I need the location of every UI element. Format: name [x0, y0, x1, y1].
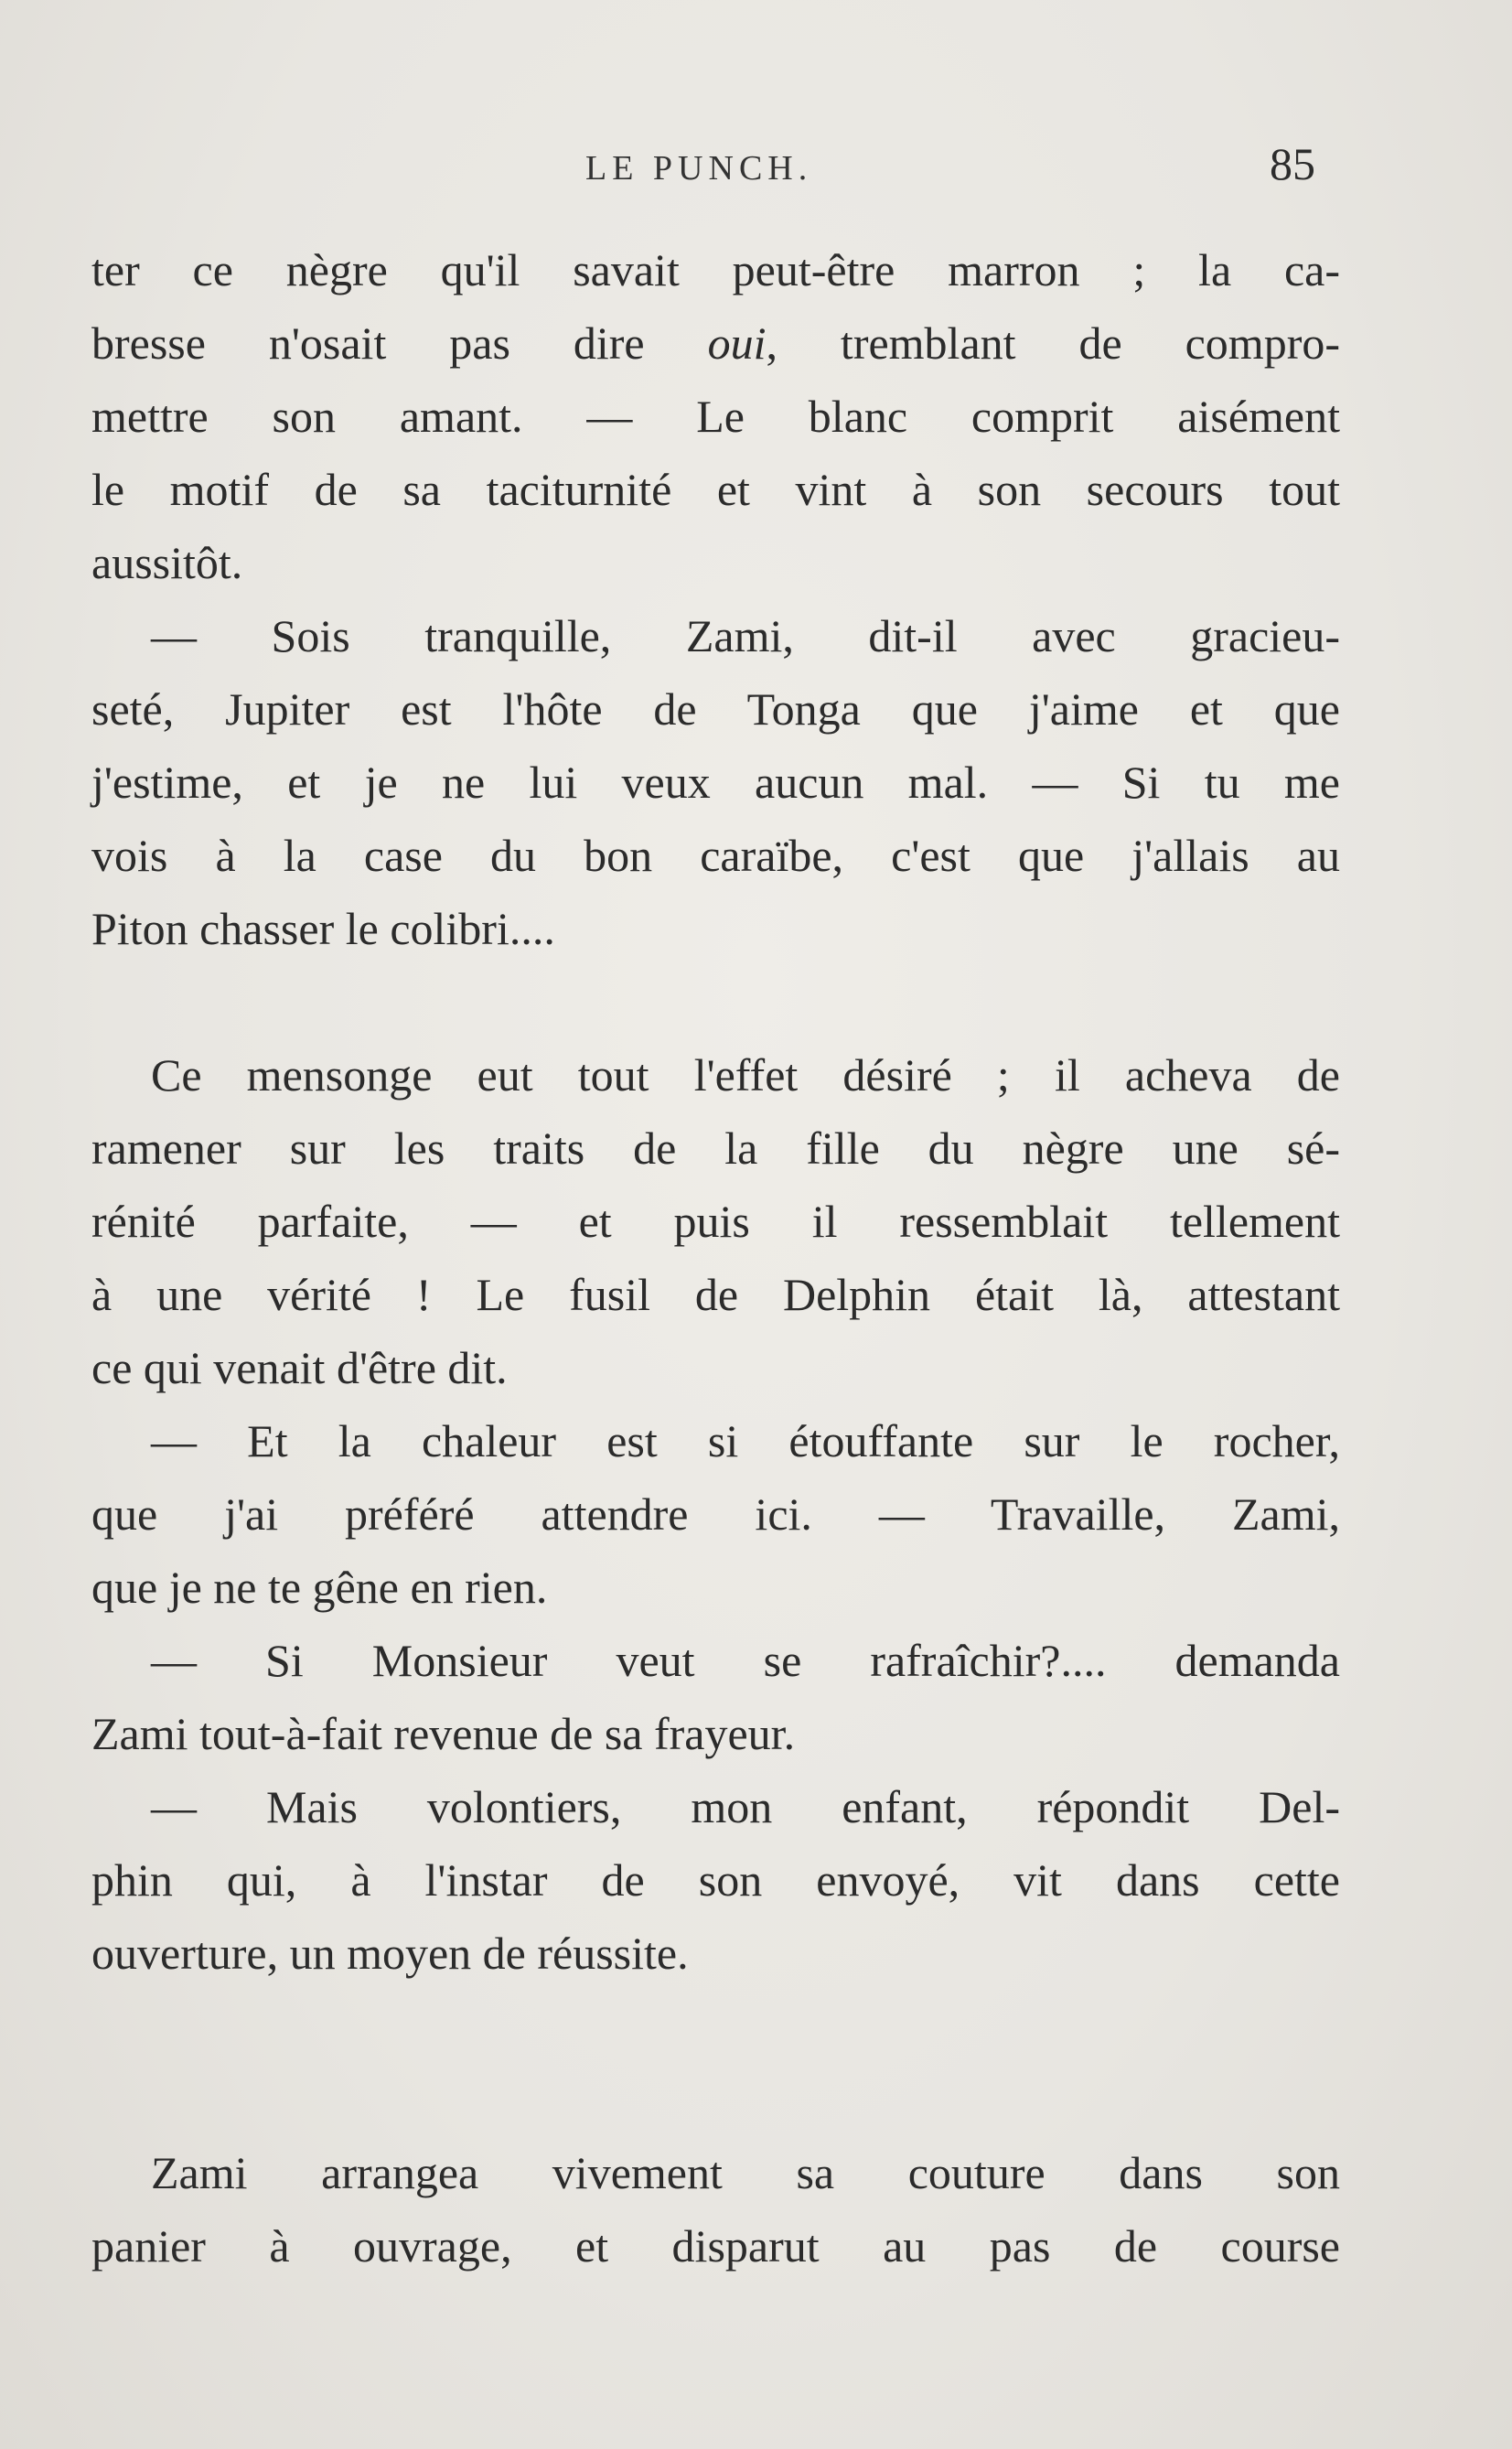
text-line: que j'ai préféré attendre ici. — Travaille, Zami, [91, 1488, 1340, 1540]
body-text [91, 233, 1340, 2283]
section-gap [91, 965, 1340, 1038]
text-segment: , tremblant de compro- [766, 317, 1341, 369]
text-line: — Si Monsieur veut se rafraîchir?.... demanda [151, 1635, 1340, 1686]
text-line [91, 306, 1340, 380]
running-head [0, 137, 1512, 201]
text-line: aussitôt. [91, 537, 243, 588]
text-line: le motif de sa taciturnité et vint à son secours tout [91, 464, 1340, 515]
text-line: que je ne te gêne en rien. [91, 1562, 548, 1613]
text-line: ramener sur les traits de la fille du nègre une sé- [91, 1122, 1340, 1174]
text-line: ce qui venait d'être dit. [91, 1342, 508, 1393]
text-line: panier à ouvrage, et disparut au pas de course [91, 2220, 1340, 2272]
text-line: Zami tout-à-fait revenue de sa frayeur. [91, 1708, 796, 1759]
text-line: Piton chasser le colibri.... [91, 903, 555, 954]
section-gap [91, 1990, 1340, 2136]
paragraph [91, 1038, 1340, 1404]
text-segment: bresse n'osait pas dire [91, 317, 708, 369]
text-line: phin qui, à l'instar de son envoyé, vit dans cette [91, 1854, 1340, 1906]
italic-word: oui [707, 317, 767, 369]
text-line: vois à la case du bon caraïbe, c'est que j'allais au [91, 830, 1340, 881]
text-line: — Et la chaleur est si étouffante sur le rocher, [151, 1415, 1340, 1466]
paragraph [91, 1404, 1340, 1624]
paragraph [91, 1624, 1340, 1770]
text-line: ouverture, un moyen de réussite. [91, 1928, 689, 1979]
text-line: — Mais volontiers, mon enfant, répondit Del- [151, 1781, 1340, 1832]
paragraph [91, 233, 1340, 599]
text-line: seté, Jupiter est l'hôte de Tonga que j'aime et que [91, 683, 1340, 735]
paragraph [91, 2136, 1340, 2283]
text-line: mettre son amant. — Le blanc comprit aisément [91, 391, 1340, 442]
text-line: Zami arrangea vivement sa couture dans son [151, 2147, 1340, 2198]
text-line: j'estime, et je ne lui veux aucun mal. — Si tu me [91, 757, 1340, 808]
running-title: LE PUNCH. [585, 149, 813, 188]
paragraph [91, 1770, 1340, 1990]
text-line: Ce mensonge eut tout l'effet désiré ; il acheva de [151, 1049, 1340, 1101]
page-number: 85 [1270, 138, 1315, 189]
paragraph [91, 599, 1340, 965]
text-line: — Sois tranquille, Zami, dit-il avec gracieu- [151, 610, 1340, 661]
text-line: ter ce nègre qu'il savait peut-être marron ; la ca- [91, 244, 1340, 295]
text-line: rénité parfaite, — et puis il ressemblait tellement [91, 1196, 1340, 1247]
text-line: à une vérité ! Le fusil de Delphin était là, attestant [91, 1269, 1340, 1320]
